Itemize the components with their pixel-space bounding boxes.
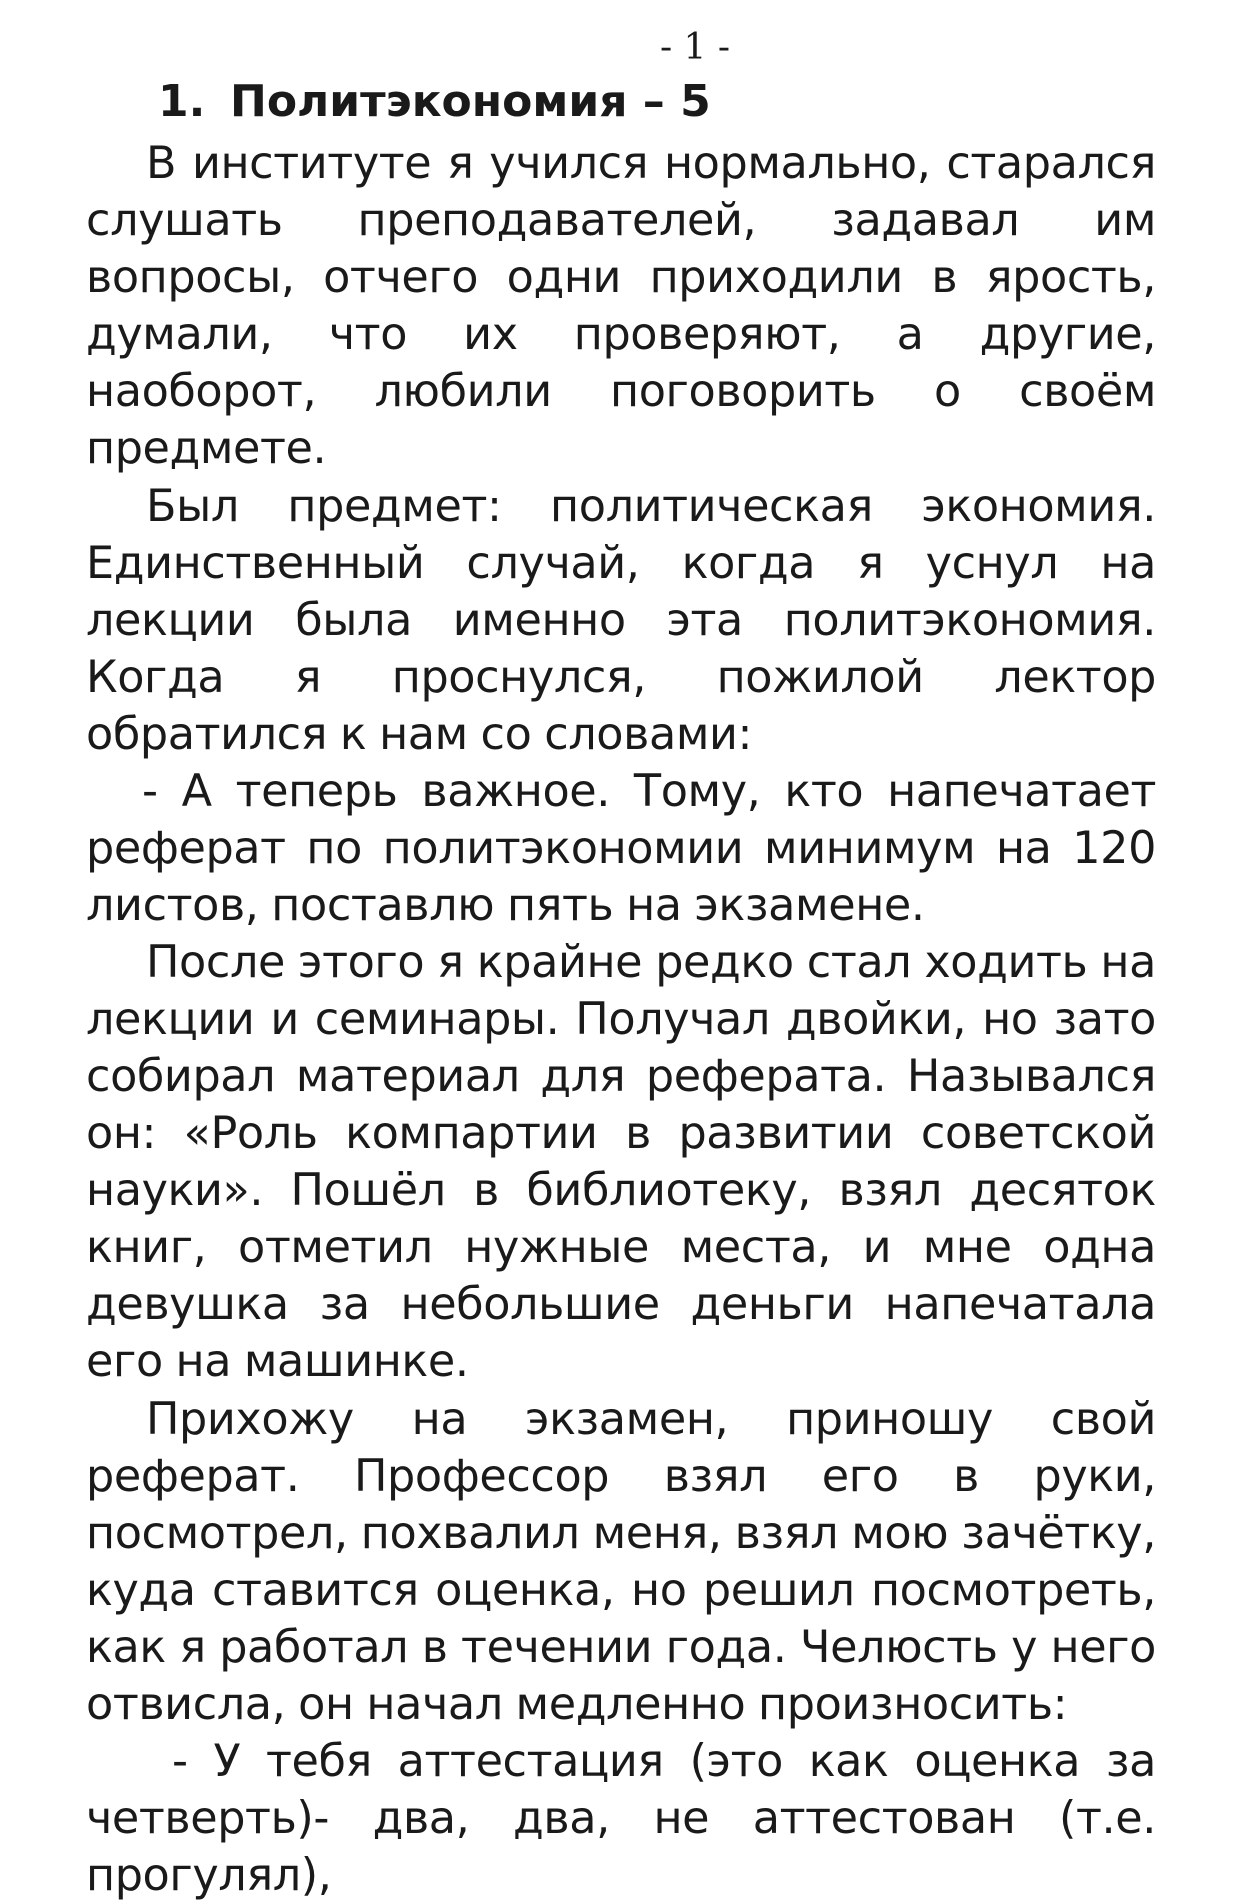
chapter-heading (158, 72, 711, 132)
dialogue-line: - У тебя аттестация (это как оценка за четверть)- два, два, не аттестован (т.е. прогулял), (86, 1736, 1156, 1901)
paragraph: В институте я учился нормально, старался слушать преподавателей, задавал им вопросы, отчего одни приходили в ярость, думали, что их проверяют, а другие, наоборот, любили поговорить о своём предмете. (86, 138, 1156, 474)
paragraph: После этого я крайне редко стал ходить на лекции и семинары. Получал двойки, но зато собирал материал для реферата. Назывался он: «Роль компартии в развитии советской науки». Пошёл в библиотеку, взял десяток книг, отметил нужные места, и мне одна девушка за небольшие деньги напечатала его на машинке. (86, 937, 1156, 1387)
page-number: - 1 - (659, 27, 731, 68)
chapter-number: 1. (158, 76, 206, 127)
paragraph: Был предмет: политическая экономия. Единственный случай, когда я уснул на лекции была именно эта политэкономия. Когда я проснулся, пожилой лектор обратился к нам со словами: (86, 481, 1156, 760)
dialogue-line: - А теперь важное. Тому, кто напечатает реферат по политэкономии минимум на 120 листов, поставлю пять на экзамене. (86, 766, 1156, 931)
body-text (86, 135, 1156, 1904)
chapter-title: Политэкономия – 5 (230, 76, 711, 127)
paragraph: Прихожу на экзамен, приношу свой реферат. Профессор взял его в руки, посмотрел, похвалил меня, взял мою зачётку, куда ставится оценка, но решил посмотреть, как я работал в течении года. Челюсть у него отвисла, он начал медленно произносить: (86, 1394, 1156, 1730)
